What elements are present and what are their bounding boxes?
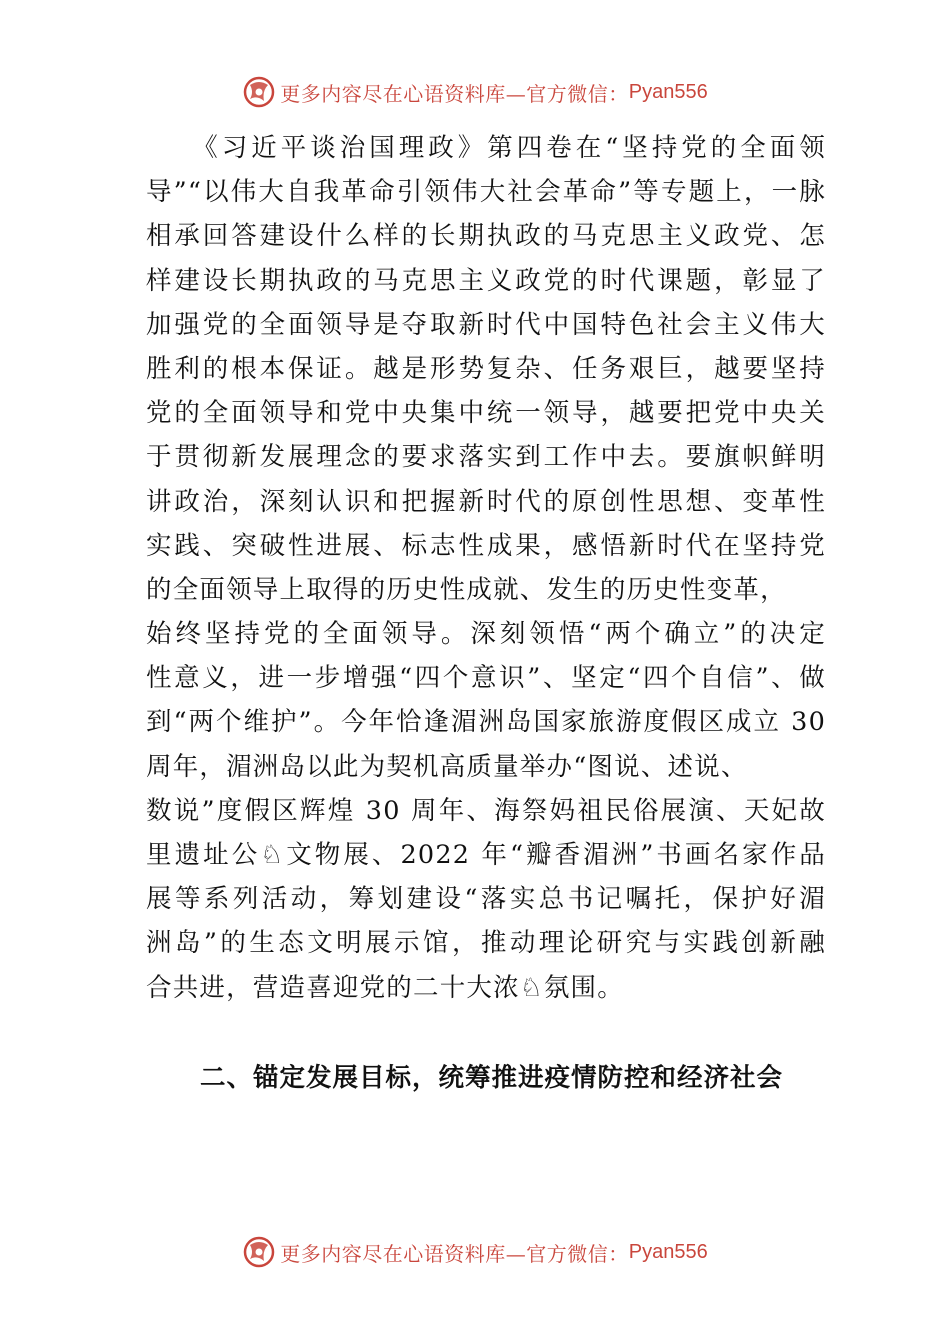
text-line: 胜利的根本保证。越是形势复杂、任务艰巨，越要坚持 — [146, 353, 826, 384]
text-line: 导”“以伟大自我革命引领伟大社会革命”等专题上，一脉 — [146, 177, 826, 208]
watermark-footer — [0, 1232, 950, 1272]
text-line: 合共进，营造喜迎党的二十大浓♘氛围。 — [146, 972, 624, 1003]
text-line: 里遗址公♘文物展、2022 年“瓣香湄洲”书画名家作品 — [146, 840, 826, 870]
text-line: 于贯彻新发展理念的要求落实到工作中去。要旗帜鲜明 — [146, 442, 826, 473]
text-line: 党的全面领导和党中央集中统一领导，越要把党中央关 — [146, 398, 826, 429]
watermark-text: 更多内容尽在心语资料库—官方微信： — [280, 1241, 629, 1266]
text-line: 讲政治，深刻认识和把握新时代的原创性思想、变革性 — [146, 486, 826, 517]
watermark-text: 更多内容尽在心语资料库—官方微信： — [280, 81, 629, 106]
text-line: 加强党的全面领导是夺取新时代中国特色社会主义伟大 — [146, 309, 826, 340]
text-line: 相承回答建设什么样的长期执政的马克思主义政党、怎 — [146, 221, 826, 252]
text-line: 展等系列活动，筹划建设“落实总书记嘱托，保护好湄 — [146, 884, 826, 915]
body-paragraph — [146, 126, 826, 1010]
text-line: 始终坚持党的全面领导。深刻领悟“两个确立”的决定 — [146, 619, 826, 650]
text-line: 样建设长期执政的马克思主义政党的时代课题，彰显了 — [146, 265, 826, 296]
text-line: 数说”度假区辉煌 30 周年、海祭妈祖民俗展演、天妃故 — [146, 795, 826, 826]
watermark-id: Pyan556 — [628, 1240, 708, 1263]
text-line: 《习近平谈治国理政》第四卷在“坚持党的全面领 — [146, 133, 826, 163]
text-line: 周年，湄洲岛以此为契机高质量举办“图说、述说、 — [146, 751, 748, 782]
text-line: 的全面领导上取得的历史性成就、发生的历史性变革， — [146, 574, 787, 605]
text-line: 实践、突破性进展、标志性成果，感悟新时代在坚持党 — [146, 530, 826, 561]
watermark-logo-icon — [242, 75, 276, 109]
text-line: 洲岛”的生态文明展示馆，推动理论研究与实践创新融 — [146, 928, 826, 959]
watermark-header — [0, 72, 950, 112]
watermark-logo-icon — [242, 1235, 276, 1269]
text-line: 性意义，进一步增强“四个意识”、坚定“四个自信”、做 — [146, 663, 826, 694]
section-heading: 二、锚定发展目标，统筹推进疫情防控和经济社会 — [200, 1063, 784, 1093]
text-line: 到“两个维护”。今年恰逢湄洲岛国家旅游度假区成立 30 — [146, 707, 826, 738]
watermark-id: Pyan556 — [628, 80, 708, 103]
